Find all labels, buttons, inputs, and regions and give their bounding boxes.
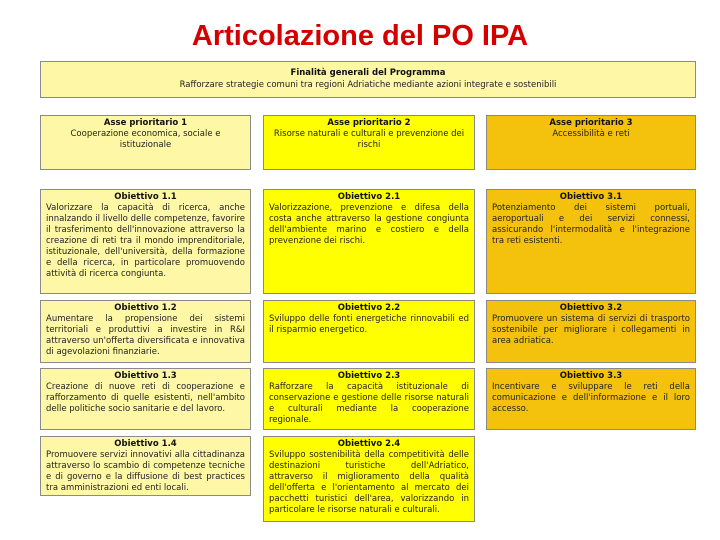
asse-1-box	[40, 115, 251, 170]
asse-2-heading: Asse prioritario 2	[327, 118, 411, 128]
obiettivo-2-1-heading: Obiettivo 2.1	[337, 192, 401, 202]
obiettivo-2-4-heading: Obiettivo 2.4	[337, 439, 401, 449]
obiettivo-1-3-heading: Obiettivo 1.3	[114, 371, 177, 381]
page-title: Articolazione del PO IPA	[191, 20, 529, 52]
obiettivo-1-1-text: Valorizzare la capacità di ricerca, anche innalzando il livello delle competenze, favorire il trasferimento dell'innovazione attraverso la creazione di reti tra il mondo imprenditoriale, istituzionale, dell'università, della formazione e della ricerca, in particolare promuovendo attività di ricerca congiunta.	[46, 203, 245, 279]
obiettivo-1-2-text: Aumentare la propensione dei sistemi territoriali e produttivi a investire in R&I attraverso un'offerta diversificata e innovativa di agevolazioni finanziarie.	[46, 314, 245, 357]
obiettivo-3-2-heading: Obiettivo 3.2	[559, 303, 623, 313]
obiettivo-2-2-box	[263, 300, 475, 363]
obiettivo-3-1-heading: Obiettivo 3.1	[559, 192, 623, 202]
obiettivo-2-1-box	[263, 189, 475, 294]
obiettivo-1-4-box	[40, 436, 251, 496]
asse-3-text: Accessibilità e reti	[552, 129, 630, 139]
finalita-banner	[40, 61, 696, 98]
asse-3-box	[486, 115, 696, 170]
obiettivo-1-4-heading: Obiettivo 1.4	[114, 439, 177, 449]
obiettivo-1-4-text: Promuovere servizi innovativi alla cittadinanza attraverso lo scambio di competenze tecniche e di governo e la diffusione di best practices tra amministrazioni ed enti locali.	[46, 450, 245, 493]
obiettivo-3-2-box	[486, 300, 696, 363]
obiettivo-2-2-heading: Obiettivo 2.2	[337, 303, 401, 313]
asse-1-heading: Asse prioritario 1	[103, 118, 188, 128]
obiettivo-1-1-box	[40, 189, 251, 294]
obiettivo-3-3-heading: Obiettivo 3.3	[559, 371, 623, 381]
obiettivo-2-3-box	[263, 368, 475, 430]
obiettivo-3-1-text: Potenziamento dei sistemi portuali, aeroportuali e dei servizi connessi, assicurando l'intermodalità e l'integrazione tra reti esistenti.	[492, 203, 690, 246]
asse-2-text: Risorse naturali e culturali e prevenzione dei rischi	[273, 129, 465, 150]
obiettivo-1-3-box	[40, 368, 251, 430]
obiettivo-2-4-text: Sviluppo sostenibilità della competitività delle destinazioni turistiche dell'Adriatico, attraverso il miglioramento della qualità dell'offerta e l'orientamento al mercato dei pacchetti turistici dell'area, valorizzando in particolare le risorse naturali e culturali.	[269, 450, 469, 515]
obiettivo-2-1-text: Valorizzazione, prevenzione e difesa della costa anche attraverso la gestione congiunta dell'ambiente marino e costiero e della prevenzione dei rischi.	[269, 203, 469, 246]
obiettivo-2-3-heading: Obiettivo 2.3	[337, 371, 401, 381]
asse-3-heading: Asse prioritario 3	[549, 118, 633, 128]
obiettivo-1-2-box	[40, 300, 251, 363]
obiettivo-3-3-text: Incentivare e sviluppare le reti della comunicazione e dell'informazione e il loro accesso.	[492, 382, 690, 414]
asse-2-box	[263, 115, 475, 170]
obiettivo-1-3-text: Creazione di nuove reti di cooperazione e rafforzamento di quelle esistenti, nell'ambito delle politiche socio sanitarie e del lavoro.	[46, 382, 245, 414]
obiettivo-1-1-heading: Obiettivo 1.1	[114, 192, 177, 202]
obiettivo-1-2-heading: Obiettivo 1.2	[114, 303, 177, 313]
obiettivo-3-2-text: Promuovere un sistema di servizi di trasporto sostenibile per migliorare i collegamenti in area adriatica.	[492, 314, 690, 346]
asse-1-text: Cooperazione economica, sociale e istituzionale	[70, 129, 221, 150]
obiettivo-3-3-box	[486, 368, 696, 430]
obiettivo-3-1-box	[486, 189, 696, 294]
obiettivo-2-4-box	[263, 436, 475, 522]
obiettivo-2-3-text: Rafforzare la capacità istituzionale di conservazione e gestione delle risorse naturali e culturali mediante la cooperazione regionale.	[269, 382, 469, 425]
obiettivo-2-2-text: Sviluppo delle fonti energetiche rinnovabili ed il risparmio energetico.	[269, 314, 469, 335]
finalita-text: Rafforzare strategie comuni tra regioni Adriatiche mediante azioni integrate e sostenibili	[179, 80, 557, 90]
finalita-heading: Finalità generali del Programma	[290, 68, 446, 78]
